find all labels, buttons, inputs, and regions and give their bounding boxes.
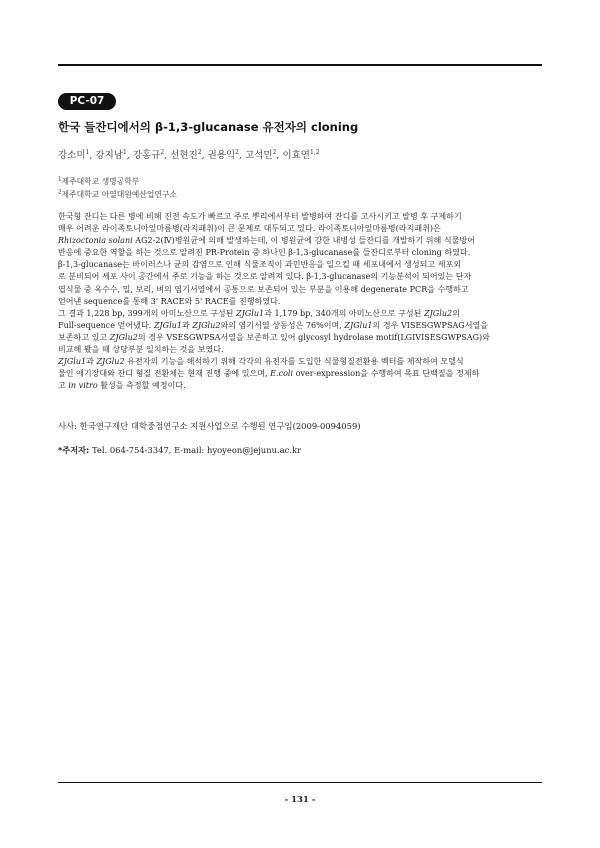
italic-term: ZJGlu2 [192, 320, 221, 330]
italic-term: Rhizoctonia solani [58, 236, 133, 246]
contact-info [58, 445, 301, 456]
body-line [58, 271, 542, 283]
text-run: β-1,3-glucanase는 바이러스나 균의 감염으로 인해 식물조직이 과민반응을 일으킬 때 세포내에서 생성되고 세포외 [58, 260, 462, 270]
author-affiliation-mark: 1,2 [309, 148, 320, 156]
body-line [58, 284, 542, 296]
author-affiliation-mark: 2 [160, 148, 165, 156]
text-run: 고 [58, 381, 69, 391]
text-run: 물인 애기장대와 잔디 형질 전환체는 현재 진행 중에 있으며, [58, 369, 271, 379]
italic-term: ZJGlu2 [424, 308, 453, 318]
italic-term: in vitro [68, 381, 98, 391]
body-line [58, 235, 542, 247]
top-rule [58, 64, 542, 66]
body-line [58, 380, 542, 392]
author [245, 150, 276, 161]
text-run: 의 경우 VSESGWPSA서열을 보존하고 있어 glycosyl hydrolase motif(LGIVISESGWPSAG)와 [137, 332, 490, 342]
affiliation-text: 제주대학교 아열대원예산업연구소 [61, 190, 177, 199]
affiliation-2 [58, 189, 177, 200]
italic-term: ZJGlu1 [344, 320, 373, 330]
text-run: 로 분비되어 세포 사이 공간에서 주로 기능을 하는 것으로 알려져 있다. β-1,3-glucanase의 기능분석이 되어있는 단자 [58, 272, 472, 282]
author-affiliation-mark: 2 [235, 148, 239, 156]
italic-term: ZJGlu1 [58, 357, 87, 367]
author-affiliation-mark: 2 [197, 148, 202, 156]
italic-term: ZJGlu1 [153, 320, 182, 330]
text-run: 활성을 측정할 예정이다. [97, 381, 186, 391]
text-run: Full-sequence 얻어냈다. [58, 320, 154, 330]
acknowledgement: 사사: 한국연구재단 대학중점연구소 지원사업으로 수행된 연구임(2009-0094059) [58, 421, 361, 431]
body-line [58, 223, 542, 235]
author-name: 고석민 [245, 150, 273, 161]
bottom-rule [58, 782, 542, 783]
text-run: 한국형 잔디는 다른 병에 비해 진전 속도가 빠르고 주로 뿌리에서부터 발병하여 잔디를 고사시키고 발병 후 구제하기 [58, 212, 462, 221]
page-number: - 131 - [284, 795, 316, 805]
text-run: 과 [181, 320, 193, 330]
affiliation-mark: 2 [58, 189, 62, 196]
affiliation-mark: 1 [58, 176, 62, 183]
body-line [58, 320, 542, 332]
text-run: 보존하고 있고 [58, 332, 110, 342]
italic-term: ZJGlu2 [109, 332, 138, 342]
text-run: over-expression을 수행하여 목표 단백질을 정제하 [293, 369, 480, 379]
text-run: 유전자의 기능을 해석하기 위해 각각의 유전자를 도입한 식물형질전환용 벡터를 제작하여 모델식 [124, 357, 464, 367]
text-run: 얻어낸 sequence를 통해 3' RACE와 5' RACE를 진행하였다. [58, 296, 281, 306]
author-name: 권용익 [207, 150, 236, 161]
text-run: 의 경우 VISESGWPSAG서열을 [372, 320, 489, 330]
body-line [58, 356, 542, 368]
author [282, 150, 319, 161]
author-list: 강소미$^1$, 강지남$^1$, 강홍규$^2$, 선현진$^2$, 권용익$^2$, 고석민$^2$, 이효연$^{1,2}$ [58, 148, 320, 161]
author [170, 150, 201, 161]
body-line [58, 259, 542, 271]
author [133, 150, 164, 161]
italic-term: E.coli [270, 369, 294, 379]
author-name: 강지남 [95, 150, 123, 161]
author [208, 150, 239, 161]
text-run: AG2-2(Ⅳ)병원균에 의해 발생하는데, 이 병원균에 강한 내병성 들잔디를 개발하기 위해 식물방어 [132, 236, 475, 246]
author-name: 강소미 [58, 150, 86, 161]
body-line [58, 368, 542, 380]
author-name: 이효연 [282, 150, 310, 161]
text-run: 의 [452, 308, 460, 318]
abstract-id-badge: PC-07 [58, 93, 116, 110]
text-run: 와의 염기서열 상동성은 76%이며, [220, 320, 345, 330]
text-run: 과 [86, 357, 97, 367]
italic-term: ZJGlu2 [96, 357, 125, 367]
corresponding-author-label: *주저자: [58, 445, 90, 455]
affiliation-text: 제주대학교 생명공학부 [61, 177, 140, 186]
abstract-title: 한국 들잔디에서의 β-1,3-glucanase 유전자의 cloning [58, 120, 359, 134]
body-line [58, 247, 542, 259]
author-affiliation-mark: 1 [122, 148, 127, 156]
body-line [58, 296, 542, 308]
text-run: 매우 어려운 라이족토니아잎마름병(라지패취)이 큰 문제로 대두되고 있다. 라이족토니아잎마름병(라지패취)은 [58, 224, 441, 234]
contact-details: Tel. 064-754-3347, E-mail: hyoyeon@jejunu.ac.kr [89, 445, 302, 455]
author [95, 150, 126, 161]
abstract-body [58, 211, 542, 392]
text-run: 그 결과 1,228 bp, 399개의 아미노산으로 구성된 [58, 308, 236, 318]
text-run: 과 1,179 bp, 340개의 아미노산으로 구성된 [264, 308, 425, 318]
body-line [58, 211, 542, 223]
text-run: 반응에 중요한 역할을 하는 것으로 알려진 PR-Protein 중 하나인 β-1,3-glucanase를 들잔디로부터 cloning 하였다. [58, 248, 471, 258]
author-name: 강홍규 [132, 150, 161, 161]
body-line [58, 332, 542, 344]
body-line [58, 308, 542, 320]
affiliation-1 [58, 176, 139, 187]
italic-term: ZJGlu1 [236, 308, 265, 318]
author-name: 선현진 [170, 150, 198, 161]
text-run: 비교해 봤을 때 상당부분 일치하는 것을 보였다. [58, 345, 224, 355]
author [58, 150, 89, 161]
author-affiliation-mark: 2 [272, 148, 277, 156]
text-run: 엽식물 중 옥수수, 밀, 보리, 벼의 염기서열에서 공통으로 보존되어 있는 부분을 이용해 degenerate PCR을 수행하고 [58, 284, 469, 294]
author-affiliation-mark: 1 [85, 148, 90, 156]
body-line [58, 344, 542, 356]
